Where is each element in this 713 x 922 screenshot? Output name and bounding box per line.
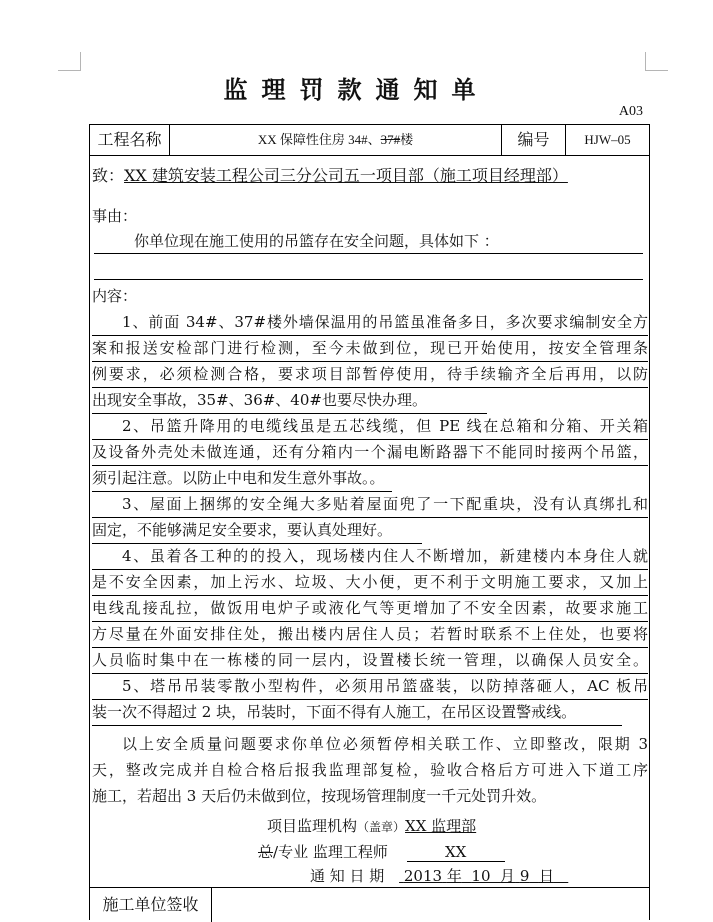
project-name-struck: 37# [380,132,401,147]
closing-line: 施工，若超出 3 天后仍未做到位，按现场管理制度一千元处罚升效。 [92,787,547,805]
content-line: 2、吊篮升降用的电缆线虽是五芯线缆，但 PE 线在总箱和分箱、开关箱 [92,413,648,440]
project-name-prefix: XX 保障性住房 34#、 [257,132,381,147]
content-line: 案和报送安检部门进行检测，至今未做到位，现已开始使用，按安全管理条 [92,335,648,362]
number-value: HJW–05 [584,132,631,147]
date-day-unit: 日 [538,867,554,885]
engineer-line [258,841,505,862]
document-title: 监理罚款通知单 [223,75,490,104]
content-line: 须引起注意。以防止中电和发生意外事故。。 [92,465,392,492]
supervision-org-label: 项目监理机构 [267,817,358,835]
recipient-line [92,163,568,186]
date-month-unit: 月 [500,867,516,885]
date-month: 10 [471,867,491,885]
content-line: 固定，不能够满足安全要求，要认真处理好。 [92,517,422,544]
closing-line: 天，整改完成并自检合格后报我监理部复检，验收合格后方可进入下道工序 [92,761,648,779]
engineer-label-struck: 总 [258,843,274,861]
recipient-value: XX 建筑安装工程公司三分公司五一项目部（施工项目经理部） [124,166,568,185]
crop-mark-left [58,52,81,71]
date-year: 2013 [403,867,443,885]
engineer-label: /专业 监理工程师 [273,843,388,861]
recipient-label: 致： [92,166,125,185]
supervision-org-line [267,815,476,836]
receipt-row [90,887,649,922]
reason-label: 事由： [92,207,138,225]
date-value [399,867,568,885]
notice-date-line [310,865,568,886]
reason-blank-line [94,255,643,280]
content-line: 4、虽着各工种的的投入，现场楼内住人不断增加，新建楼内本身住人就 [92,543,648,570]
content-line: 是不安全因素，加上污水、垃圾、大小便，更不利于文明施工要求，又加上 [92,569,648,596]
reason-text: 你单位现在施工使用的吊篮存在安全问题，具体如下 ： [94,229,643,254]
number-label: 编号 [502,125,566,155]
content-line: 装一次不得超过 2 块，吊装时，下面不得有人施工，在吊区设置警戒线。 [92,699,622,726]
content-line: 人员临时集中在一栋楼的同一层内，设置楼长统一管理，以确保人员安全。 [92,647,648,674]
content-line: 5、塔吊吊装零散小型构件，必须用吊篮盛装，以防掉落砸人，AC 板吊 [92,673,648,700]
content-line: 例要求，必须检测合格，要求项目部暂停使用，待手续输齐全后再用，以防 [92,361,648,388]
notice-form [89,124,650,920]
content-line: 方尽量在外面安排住处，搬出楼内居住人员；若暂时联系不上住处，也要将 [92,621,648,648]
project-name-suffix: 楼 [400,132,414,147]
date-year-unit: 年 [446,867,462,885]
project-label: 工程名称 [90,125,170,155]
receipt-label: 施工单位签收 [90,888,212,922]
content-label: 内容： [92,287,138,305]
content-line: 电线乱接乱拉，做饭用电炉子或液化气等更增加了不安全因素，故要求施工 [92,595,648,622]
closing-line: 以上安全质量问题要求你单位必须暂停相关联工作、立即整改，限期 3 [122,735,648,753]
seal-note: （盖章） [357,820,406,834]
supervision-org-value: XX 监理部 [405,817,477,835]
header-row [90,125,649,156]
project-name [170,125,502,155]
content-line: 1、前面 34#、37#楼外墙保温用的吊篮虽准备多日，多次要求编制安全方 [92,309,648,336]
engineer-value: XX [407,843,505,862]
content-line: 3、屋面上捆绑的安全绳大多贴着屋面兜了一下配重块，没有认真绑扎和 [92,491,648,518]
date-day: 9 [519,867,530,885]
crop-mark-right [645,52,668,71]
content-line: 出现安全事故，35#、36#、40#也要尽快办理。 [92,387,487,414]
form-code: A03 [618,104,643,119]
content-line: 及设备外壳处未做连通，还有分箱内一个漏电断路器下不能同时接两个吊篮， [92,439,648,466]
date-label: 通 知 日 期 [310,867,385,885]
